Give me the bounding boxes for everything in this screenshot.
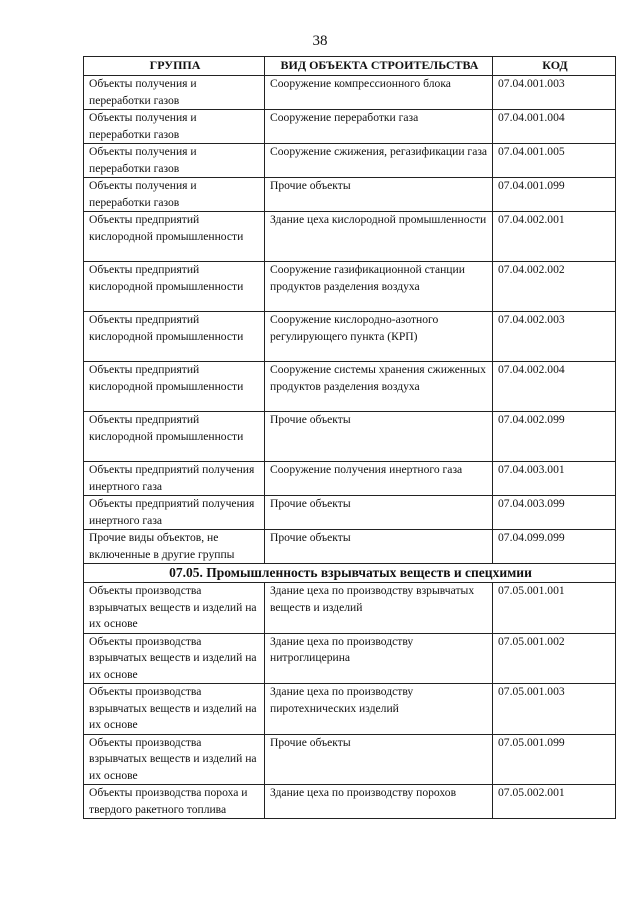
cell-type: Сооружение компрессионного блока <box>265 76 493 110</box>
page-number: 38 <box>312 33 328 49</box>
cell-group: Объекты производства взрывчатых веществ и изделий на их основе <box>84 583 265 634</box>
cell-group: Объекты получения и переработки газов <box>84 178 265 212</box>
cell-code: 07.04.001.005 <box>493 144 616 178</box>
header-code: КОД <box>493 57 616 76</box>
cell-group: Объекты предприятий получения инертного газа <box>84 496 265 530</box>
cell-group: Объекты производства пороха и твердого ракетного топлива <box>84 785 265 819</box>
cell-code: 07.04.002.004 <box>493 362 616 412</box>
header-group: ГРУППА <box>84 57 265 76</box>
table-row <box>84 734 616 785</box>
table-row <box>84 633 616 684</box>
cell-group: Объекты получения и переработки газов <box>84 144 265 178</box>
cell-type: Здание цеха кислородной промышленности <box>265 212 493 262</box>
cell-group: Объекты производства взрывчатых веществ и изделий на их основе <box>84 633 265 684</box>
cell-code: 07.04.099.099 <box>493 530 616 564</box>
cell-type: Здание цеха по производству взрывчатых веществ и изделий <box>265 583 493 634</box>
cell-type: Здание цеха по производству пиротехнических изделий <box>265 684 493 735</box>
table-row <box>84 262 616 312</box>
table-row <box>84 178 616 212</box>
cell-type: Прочие объекты <box>265 734 493 785</box>
cell-type: Сооружение газификационной станции продуктов разделения воздуха <box>265 262 493 312</box>
cell-code: 07.05.001.001 <box>493 583 616 634</box>
cell-type: Здание цеха по производству порохов <box>265 785 493 819</box>
cell-code: 07.04.002.002 <box>493 262 616 312</box>
cell-group: Объекты предприятий кислородной промышленности <box>84 262 265 312</box>
table-row <box>84 144 616 178</box>
table-row <box>84 312 616 362</box>
cell-group: Объекты предприятий получения инертного газа <box>84 462 265 496</box>
header-type: ВИД ОБЪЕКТА СТРОИТЕЛЬСТВА <box>265 57 493 76</box>
cell-type: Сооружение системы хранения сжиженных продуктов разделения воздуха <box>265 362 493 412</box>
cell-type: Прочие объекты <box>265 178 493 212</box>
table-row <box>84 110 616 144</box>
cell-type: Сооружение кислородно-азотного регулирующего пункта (КРП) <box>265 312 493 362</box>
table-row <box>84 212 616 262</box>
cell-group: Объекты производства взрывчатых веществ и изделий на их основе <box>84 684 265 735</box>
cell-group: Объекты предприятий кислородной промышленности <box>84 362 265 412</box>
table-header-row <box>84 57 616 76</box>
cell-group: Объекты предприятий кислородной промышленности <box>84 212 265 262</box>
table-row <box>84 583 616 634</box>
cell-code: 07.05.001.003 <box>493 684 616 735</box>
cell-code: 07.04.001.004 <box>493 110 616 144</box>
cell-type: Здание цеха по производству нитроглицерина <box>265 633 493 684</box>
cell-type: Сооружение переработки газа <box>265 110 493 144</box>
table-row <box>84 462 616 496</box>
cell-type: Прочие объекты <box>265 412 493 462</box>
cell-group: Объекты предприятий кислородной промышленности <box>84 412 265 462</box>
cell-code: 07.05.001.099 <box>493 734 616 785</box>
cell-code: 07.04.001.003 <box>493 76 616 110</box>
cell-code: 07.04.003.001 <box>493 462 616 496</box>
cell-code: 07.04.001.099 <box>493 178 616 212</box>
cell-code: 07.05.001.002 <box>493 633 616 684</box>
cell-code: 07.04.002.099 <box>493 412 616 462</box>
table-row <box>84 412 616 462</box>
cell-group: Объекты предприятий кислородной промышленности <box>84 312 265 362</box>
cell-code: 07.05.002.001 <box>493 785 616 819</box>
cell-group: Объекты получения и переработки газов <box>84 110 265 144</box>
cell-code: 07.04.003.099 <box>493 496 616 530</box>
cell-type: Прочие объекты <box>265 530 493 564</box>
section-header-row <box>84 564 616 583</box>
table-row <box>84 76 616 110</box>
table-row <box>84 684 616 735</box>
section-title: 07.05. Промышленность взрывчатых веществ и спецхимии <box>84 564 616 583</box>
cell-type: Сооружение получения инертного газа <box>265 462 493 496</box>
cell-code: 07.04.002.003 <box>493 312 616 362</box>
table-row <box>84 785 616 819</box>
cell-group: Объекты получения и переработки газов <box>84 76 265 110</box>
cell-type: Прочие объекты <box>265 496 493 530</box>
classification-table <box>83 56 616 819</box>
cell-group: Объекты производства взрывчатых веществ и изделий на их основе <box>84 734 265 785</box>
table-row <box>84 362 616 412</box>
table-row <box>84 530 616 564</box>
cell-code: 07.04.002.001 <box>493 212 616 262</box>
table-row <box>84 496 616 530</box>
cell-group: Прочие виды объектов, не включенные в другие группы <box>84 530 265 564</box>
cell-type: Сооружение сжижения, регазификации газа <box>265 144 493 178</box>
